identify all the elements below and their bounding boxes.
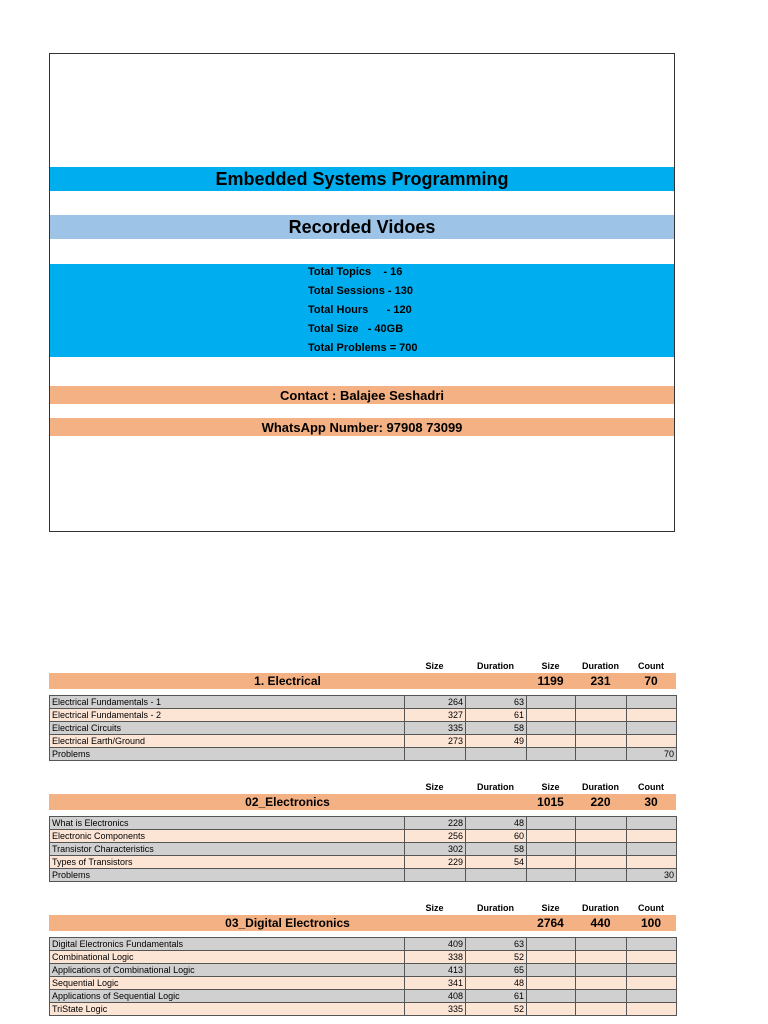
row-duration: 63: [466, 696, 527, 709]
row-blank-size: [527, 709, 576, 722]
topic-title: 1. Electrical: [254, 674, 321, 688]
table-row: [50, 990, 677, 1003]
row-blank-size: [527, 696, 576, 709]
row-duration: [466, 869, 527, 882]
row-blank-size: [527, 951, 576, 964]
row-size: [405, 748, 466, 761]
topic-section: [49, 660, 676, 761]
label-duration: Duration: [477, 782, 514, 792]
column-labels: [49, 902, 676, 915]
row-duration: 58: [466, 843, 527, 856]
row-size: 228: [405, 817, 466, 830]
row-count: [627, 938, 677, 951]
row-name: Problems: [50, 869, 405, 882]
row-duration: 58: [466, 722, 527, 735]
row-blank-duration: [576, 843, 627, 856]
row-blank-duration: [576, 735, 627, 748]
topic-count: 30: [644, 795, 658, 809]
row-count: [627, 977, 677, 990]
topic-total-duration: 220: [590, 795, 611, 809]
topic-title: 02_Electronics: [245, 795, 330, 809]
row-blank-size: [527, 843, 576, 856]
row-size: 273: [405, 735, 466, 748]
row-blank-size: [527, 722, 576, 735]
table-row: [50, 696, 677, 709]
table-row: [50, 817, 677, 830]
row-count: [627, 709, 677, 722]
row-count: [627, 735, 677, 748]
stat-topics: Total Topics - 16: [308, 266, 403, 278]
row-size: 256: [405, 830, 466, 843]
row-blank-duration: [576, 977, 627, 990]
topic-total-duration: 231: [590, 674, 611, 688]
label-duration: Duration: [477, 661, 514, 671]
label-size: Size: [425, 903, 444, 913]
row-duration: 63: [466, 938, 527, 951]
row-blank-size: [527, 977, 576, 990]
topic-total-size: 1015: [537, 795, 564, 809]
label-total-size: Size: [541, 782, 560, 792]
contact-line: Contact : Balajee Seshadri: [50, 386, 674, 404]
stats-block: [50, 264, 674, 357]
row-name: Electrical Fundamentals - 2: [50, 709, 405, 722]
row-count: [627, 843, 677, 856]
label-count: Count: [638, 782, 664, 792]
topic-table: [49, 816, 677, 882]
row-blank-duration: [576, 964, 627, 977]
label-total-duration: Duration: [582, 782, 619, 792]
table-row: [50, 830, 677, 843]
row-size: 338: [405, 951, 466, 964]
row-name: Electrical Earth/Ground: [50, 735, 405, 748]
row-blank-size: [527, 938, 576, 951]
row-count: [627, 990, 677, 1003]
whatsapp-line: WhatsApp Number: 97908 73099: [50, 418, 674, 436]
row-count: [627, 1003, 677, 1016]
row-size: 408: [405, 990, 466, 1003]
label-size: Size: [425, 782, 444, 792]
row-size: 229: [405, 856, 466, 869]
row-blank-size: [527, 748, 576, 761]
row-duration: 52: [466, 951, 527, 964]
column-labels: [49, 660, 676, 673]
row-size: [405, 869, 466, 882]
row-duration: 54: [466, 856, 527, 869]
row-size: 409: [405, 938, 466, 951]
row-name: Electrical Fundamentals - 1: [50, 696, 405, 709]
row-size: 327: [405, 709, 466, 722]
row-duration: 60: [466, 830, 527, 843]
row-duration: 61: [466, 709, 527, 722]
row-count: [627, 696, 677, 709]
label-total-duration: Duration: [582, 903, 619, 913]
row-name: Sequential Logic: [50, 977, 405, 990]
topic-table: [49, 695, 677, 761]
topic-table: [49, 937, 677, 1016]
row-blank-duration: [576, 696, 627, 709]
row-count: [627, 830, 677, 843]
row-name: Digital Electronics Fundamentals: [50, 938, 405, 951]
cover-frame: [49, 53, 675, 532]
row-name: What is Electronics: [50, 817, 405, 830]
row-size: 335: [405, 722, 466, 735]
row-duration: 65: [466, 964, 527, 977]
label-count: Count: [638, 661, 664, 671]
row-size: 264: [405, 696, 466, 709]
row-duration: 49: [466, 735, 527, 748]
row-blank-duration: [576, 817, 627, 830]
page-subtitle: Recorded Vidoes: [50, 215, 674, 239]
row-blank-size: [527, 856, 576, 869]
row-duration: [466, 748, 527, 761]
row-name: Electronic Components: [50, 830, 405, 843]
row-size: 413: [405, 964, 466, 977]
topic-count: 70: [644, 674, 658, 688]
table-row: [50, 951, 677, 964]
row-count: [627, 964, 677, 977]
topic-header: [49, 915, 676, 931]
row-duration: 48: [466, 977, 527, 990]
topic-total-size: 1199: [537, 674, 564, 688]
stat-hours: Total Hours - 120: [308, 304, 412, 316]
row-blank-duration: [576, 748, 627, 761]
label-total-size: Size: [541, 661, 560, 671]
row-name: TriState Logic: [50, 1003, 405, 1016]
row-count: [627, 856, 677, 869]
row-blank-size: [527, 735, 576, 748]
topic-header: [49, 673, 676, 689]
row-count: [627, 722, 677, 735]
row-duration: 61: [466, 990, 527, 1003]
row-blank-size: [527, 869, 576, 882]
row-name: Combinational Logic: [50, 951, 405, 964]
label-size: Size: [425, 661, 444, 671]
topic-header: [49, 794, 676, 810]
table-row: [50, 709, 677, 722]
row-duration: 52: [466, 1003, 527, 1016]
label-count: Count: [638, 903, 664, 913]
row-blank-duration: [576, 856, 627, 869]
row-count: [627, 951, 677, 964]
row-blank-duration: [576, 830, 627, 843]
table-row: [50, 964, 677, 977]
topic-total-size: 2764: [537, 916, 564, 930]
row-name: Electrical Circuits: [50, 722, 405, 735]
row-size: 302: [405, 843, 466, 856]
row-name: Problems: [50, 748, 405, 761]
table-row: [50, 722, 677, 735]
table-row: [50, 735, 677, 748]
row-blank-duration: [576, 709, 627, 722]
table-row: [50, 843, 677, 856]
row-blank-duration: [576, 990, 627, 1003]
row-count: 30: [627, 869, 677, 882]
row-count: 70: [627, 748, 677, 761]
row-blank-size: [527, 1003, 576, 1016]
row-blank-duration: [576, 869, 627, 882]
label-total-duration: Duration: [582, 661, 619, 671]
topic-title: 03_Digital Electronics: [225, 916, 350, 930]
stat-sessions: Total Sessions - 130: [308, 285, 413, 297]
table-row: [50, 856, 677, 869]
stat-size: Total Size - 40GB: [308, 323, 404, 335]
row-blank-size: [527, 817, 576, 830]
topic-section: [49, 781, 676, 882]
row-blank-duration: [576, 722, 627, 735]
row-name: Applications of Sequential Logic: [50, 990, 405, 1003]
row-blank-duration: [576, 938, 627, 951]
table-row: [50, 1003, 677, 1016]
row-blank-size: [527, 830, 576, 843]
label-duration: Duration: [477, 903, 514, 913]
row-size: 341: [405, 977, 466, 990]
row-blank-size: [527, 990, 576, 1003]
topic-section: [49, 902, 676, 1016]
row-blank-duration: [576, 951, 627, 964]
row-name: Transistor Characteristics: [50, 843, 405, 856]
row-name: Applications of Combinational Logic: [50, 964, 405, 977]
row-blank-size: [527, 964, 576, 977]
topic-count: 100: [640, 916, 662, 930]
row-count: [627, 817, 677, 830]
column-labels: [49, 781, 676, 794]
table-row: [50, 748, 677, 761]
page-title: Embedded Systems Programming: [50, 167, 674, 191]
table-row: [50, 869, 677, 882]
topic-total-duration: 440: [590, 916, 611, 930]
row-name: Types of Transistors: [50, 856, 405, 869]
row-size: 335: [405, 1003, 466, 1016]
table-row: [50, 977, 677, 990]
table-row: [50, 938, 677, 951]
stat-problems: Total Problems = 700: [308, 342, 418, 354]
row-blank-duration: [576, 1003, 627, 1016]
row-duration: 48: [466, 817, 527, 830]
label-total-size: Size: [541, 903, 560, 913]
